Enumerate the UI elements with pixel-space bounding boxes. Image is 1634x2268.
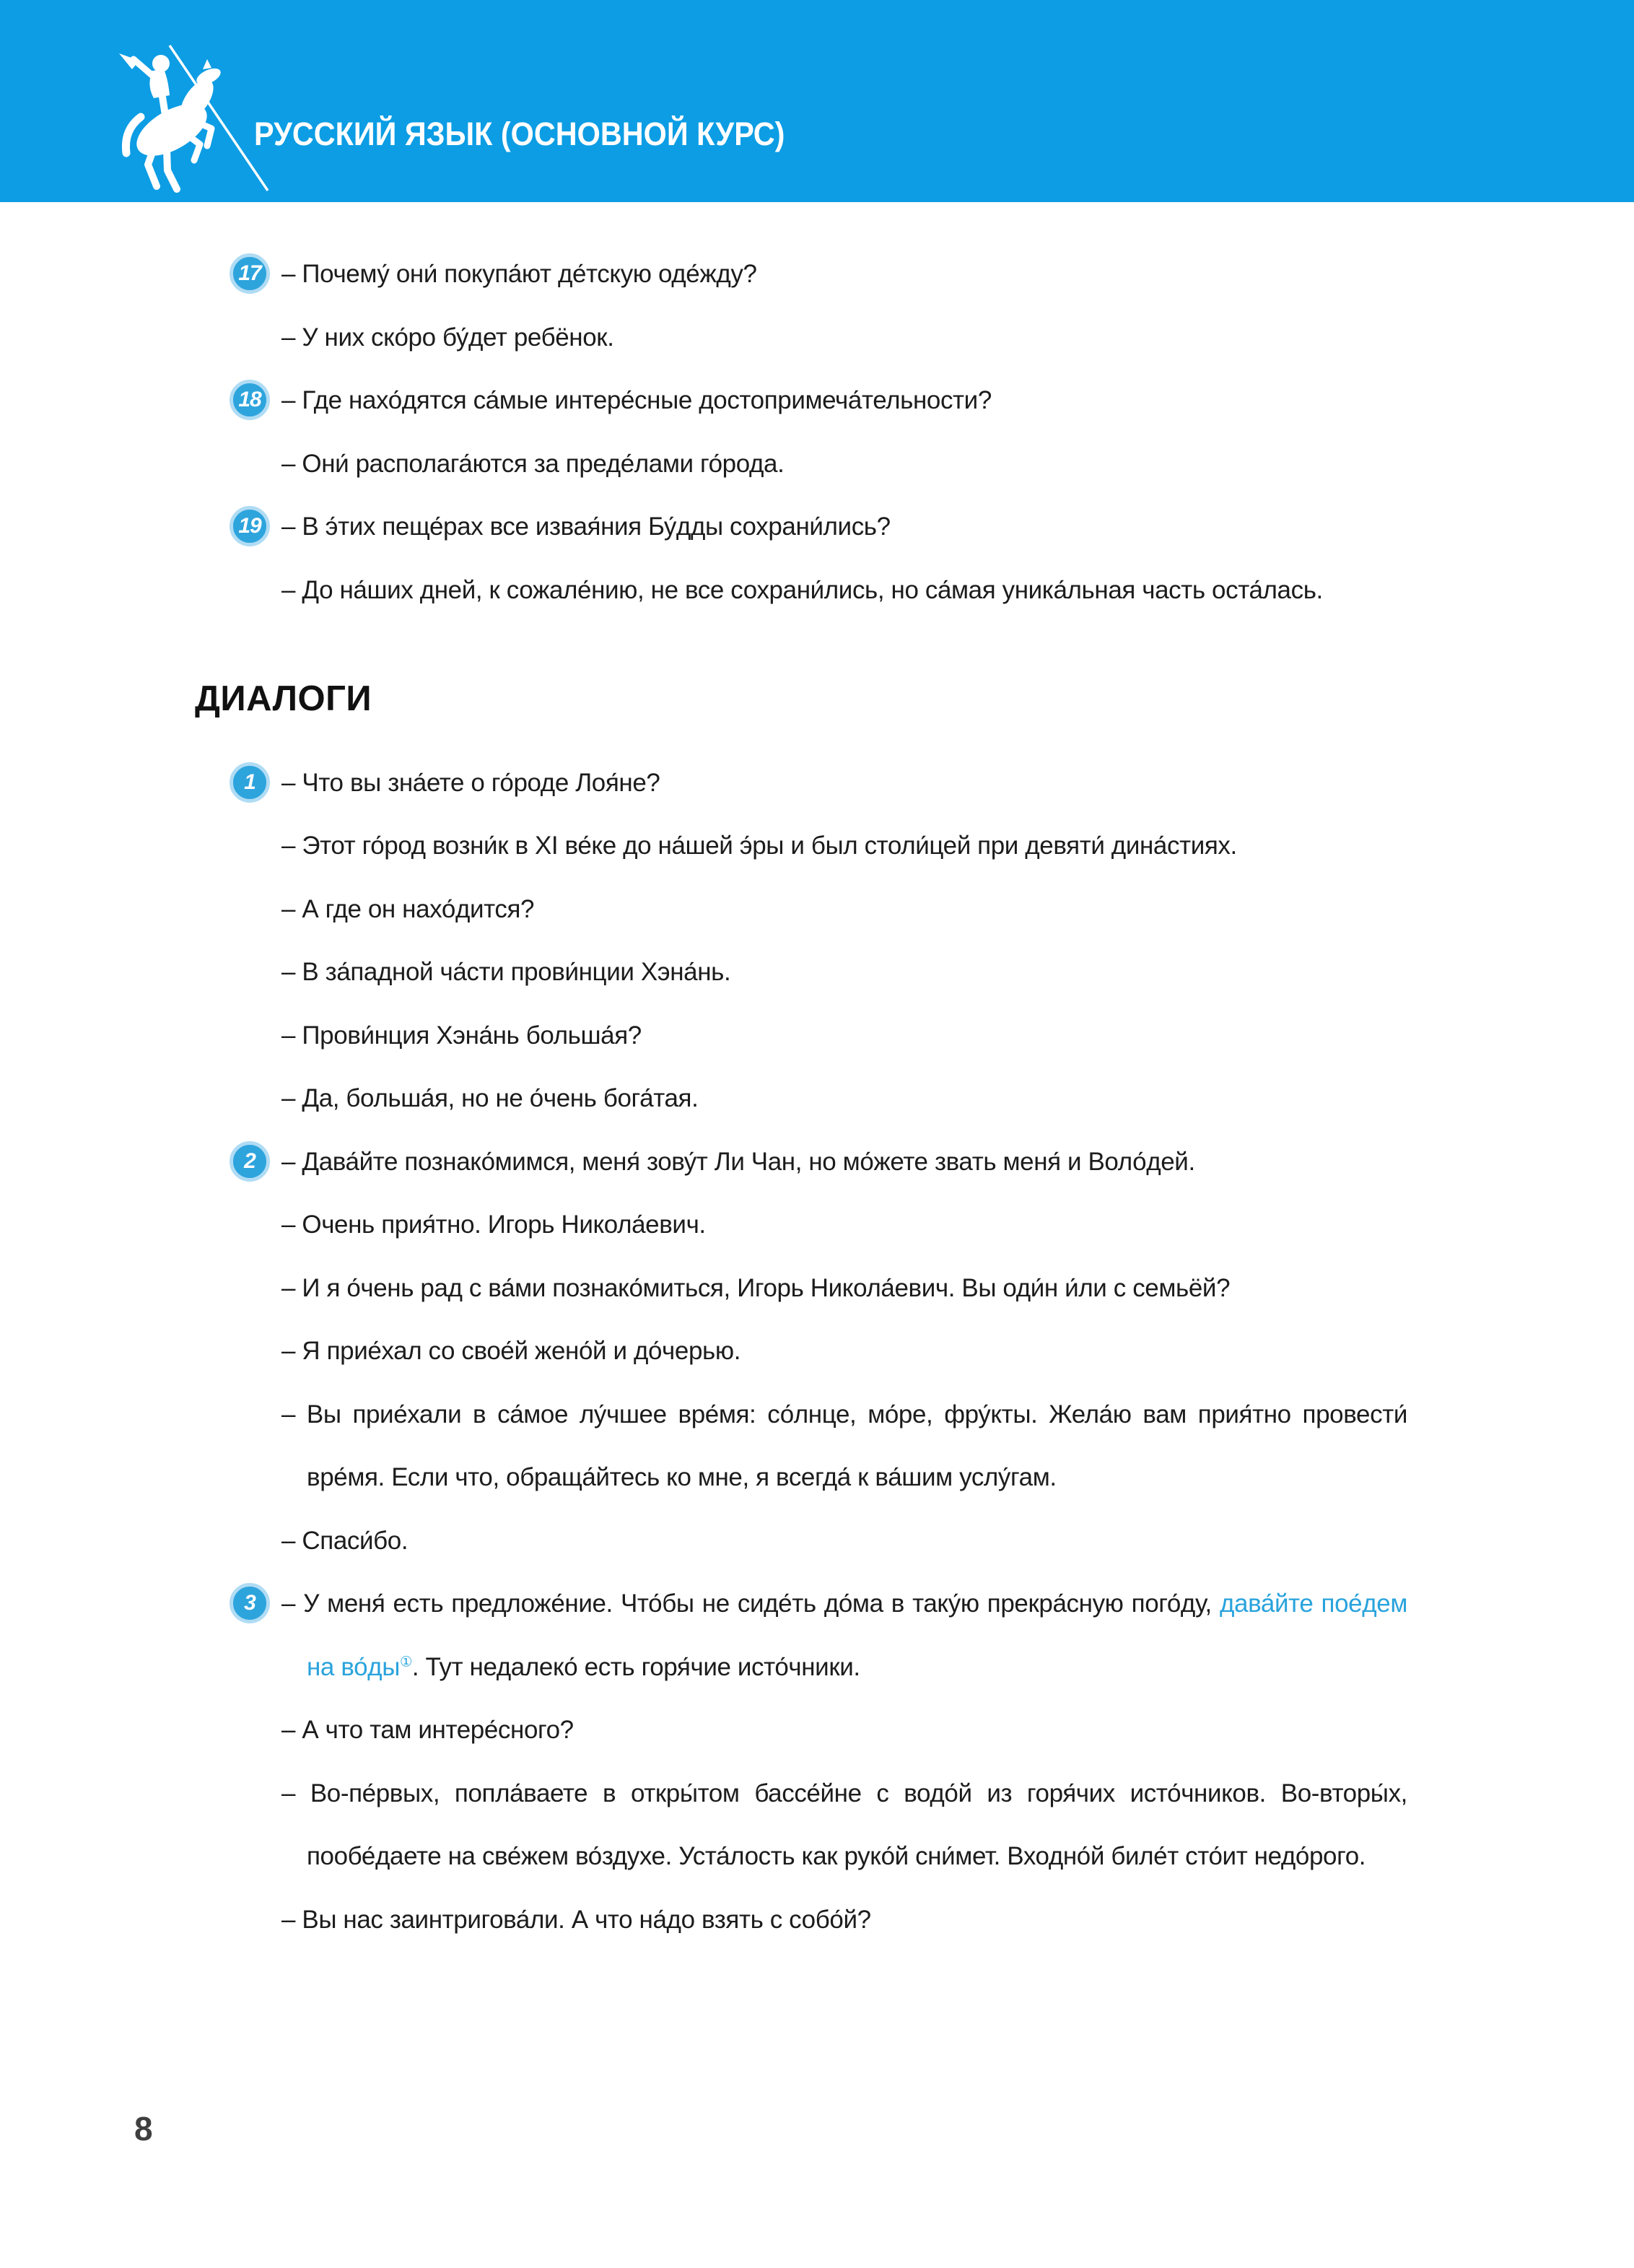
dialogue-line: – Я прие́хал со свое́й жено́й и до́черью. [281,1337,741,1365]
dialogue-line: – Что вы зна́ете о го́роде Лоя́не? [281,768,660,797]
dialogue-line: – Где нахо́дятся са́мые интере́сные достопримеча́тельности? [281,386,992,414]
item-number-badge: 19 [230,506,270,546]
dialogue-line: – Почему́ они́ покупа́ют де́тскую оде́жду? [281,260,757,288]
dialogue-line: – Дава́йте познако́мимся, меня́ зову́т Ли Чан, но мо́жете звать меня́ и Воло́дей. [281,1147,1195,1176]
item-number-badge: 18 [230,380,270,420]
page-header [0,0,1634,202]
dialog-block [230,1572,1436,1951]
exercise-block [230,495,1436,621]
dialogue-line: – В за́падной ча́сти прови́нции Хэна́нь. [281,958,731,986]
dialog-block [230,1130,1436,1573]
exercise-block [230,243,1436,369]
footnote-mark: ① [399,1654,412,1670]
item-number-badge: 2 [230,1141,270,1182]
badge-column [230,1572,281,1951]
dialogue-lines [281,243,1407,369]
badge-column [230,369,281,495]
dialogue-line: – Этот го́род возни́к в XI ве́ке до на́шей э́ры и был столи́цей при девяти́ дина́стиях. [281,832,1237,860]
dialogue-line: – А где он нахо́дится? [281,894,535,923]
publisher-horseman-logo-icon [97,42,271,201]
dialogue-lines [281,1572,1407,1951]
dialogue-line: – Спаси́бо. [281,1526,408,1555]
badge-column [230,243,281,369]
dialogue-lines [281,369,1407,495]
dialogue-line: – У них ско́ро бу́дет ребёнок. [281,323,614,352]
page-number: 8 [134,2110,153,2147]
line-segment: – У меня́ есть предложе́ние. Что́бы не сиде́ть до́ма в таку́ю прекра́сную пого́ду, [281,1589,1220,1618]
dialogs-section [230,751,1436,1952]
dialogue-line: – Очень прия́тно. Игорь Никола́евич. [281,1211,706,1239]
line-segment: . Тут недалеко́ есть горя́чие исто́чники. [411,1652,860,1681]
dialogue-line: – Во-пе́рвых, попла́ваете в откры́том бассе́йне с водо́й из горя́чих исто́чников. Во-вторы́х, пообе́даете на све́жем во́здухе. Уста́лость как руко́й сни́мет. Входно́й биле́т сто́ит недо́рого. [281,1779,1407,1870]
dialog-block [230,751,1436,1130]
dialogue-lines [281,495,1407,621]
dialogue-line: – В э́тих пеще́рах все извая́ния Бу́дды сохрани́лись? [281,513,891,541]
badge-column [230,495,281,621]
item-number-badge: 17 [230,253,270,294]
dialogue-line: – Прови́нция Хэна́нь больша́я? [281,1021,642,1050]
dialogue-lines [281,751,1407,1130]
dialogue-line: – Вы прие́хали в са́мое лу́чшее вре́мя: со́лнце, мо́ре, фру́кты. Жела́ю вам прия́тно провести́ вре́мя. Если что, обраща́йтесь ко мне, я всегда́ к ва́шим услу́гам. [281,1400,1407,1491]
dialogue-line [281,1572,1407,1698]
dialogue-line: – А что там интере́сного? [281,1716,574,1744]
dialogue-lines [281,1130,1407,1573]
dialogue-line: – До на́ших дней, к сожале́нию, не все сохрани́лись, но са́мая уника́льная часть оста́лась. [281,575,1323,604]
badge-column [230,751,281,1130]
exercises-section [230,243,1436,621]
dialogue-line: – Да, больша́я, но не о́чень бога́тая. [281,1084,699,1112]
item-number-badge: 1 [230,762,270,803]
badge-column [230,1130,281,1573]
dialogue-line: – Вы нас заинтригова́ли. А что на́до взять с собо́й? [281,1905,871,1934]
header-title: РУССКИЙ ЯЗЫК (ОСНОВНОЙ КУРС) [254,115,785,152]
page-content [195,243,1436,1951]
exercise-block [230,369,1436,495]
dialogue-line: – И я о́чень рад с ва́ми познако́миться, Игорь Никола́евич. Вы оди́н и́ли с семьёй? [281,1273,1231,1302]
dialogue-line: – Они́ располага́ются за преде́лами го́рода. [281,449,785,478]
highlighted-phrase: дава́йте пое́дем на во́ды [307,1589,1407,1681]
item-number-badge: 3 [230,1583,270,1623]
section-heading: ДИАЛОГИ [195,679,372,718]
